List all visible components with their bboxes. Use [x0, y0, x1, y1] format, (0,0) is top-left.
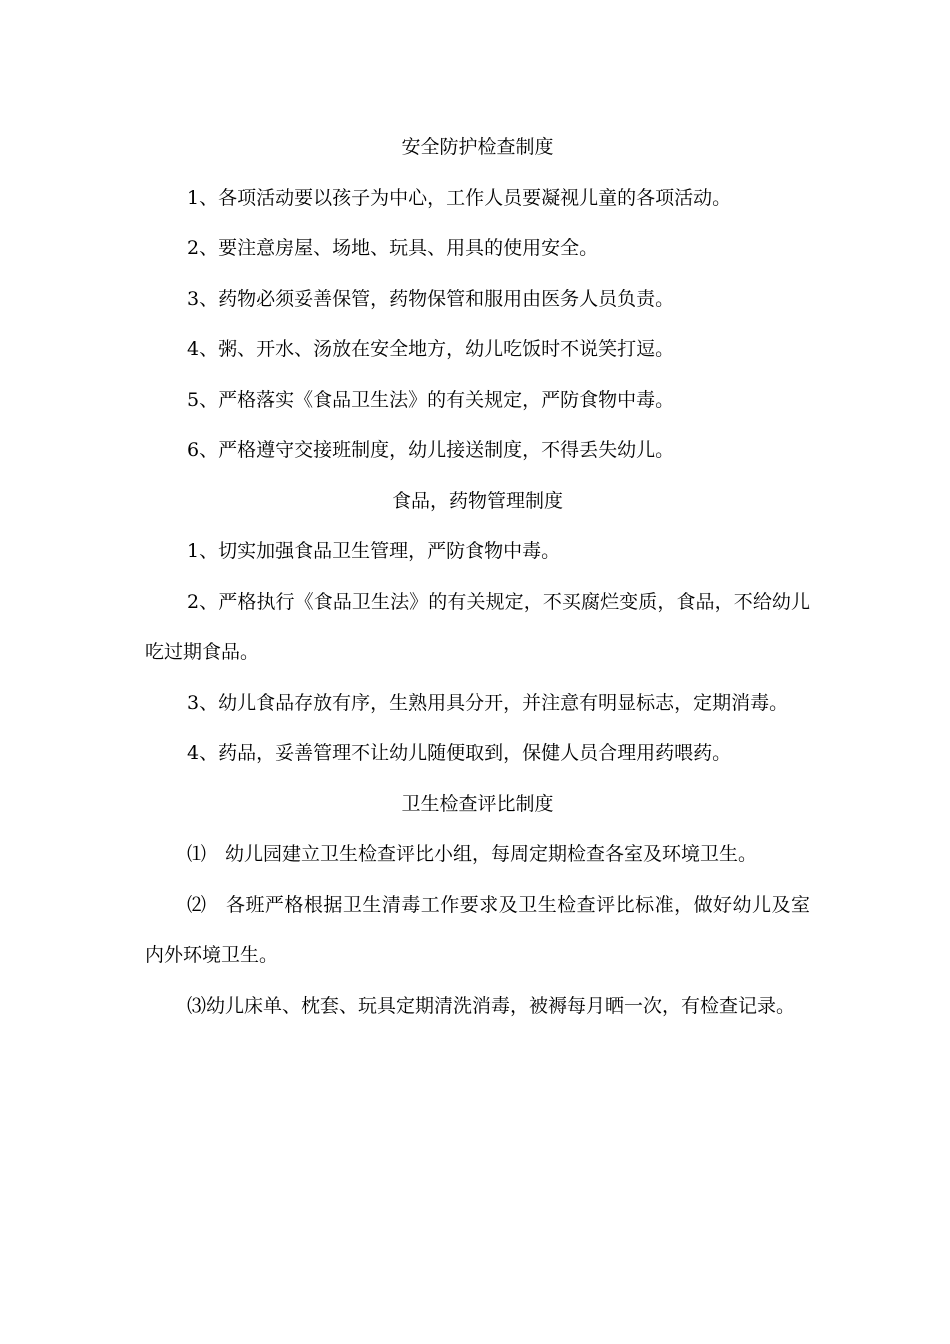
- list-item: 2、要注意房屋、场地、玩具、用具的使用安全。: [187, 237, 599, 259]
- list-item: 2、严格执行《食品卫生法》的有关规定，不买腐烂变质，食品，不给幼儿吃过期食品。: [145, 590, 810, 663]
- section-food-medicine-management: [145, 476, 810, 779]
- list-item: 4、药品，妥善管理不让幼儿随便取到，保健人员合理用药喂药。: [187, 742, 732, 764]
- section-heading: 食品，药物管理制度: [391, 489, 563, 512]
- list-item: 3、幼儿食品存放有序，生熟用具分开，并注意有明显标志，定期消毒。: [187, 691, 789, 714]
- list-item: 1、各项活动要以孩子为中心，工作人员要凝视儿童的各项活动。: [187, 186, 732, 209]
- section-safety-inspection: [145, 122, 810, 476]
- list-item: ⑴ 幼儿园建立卫生检查评比小组，每周定期检查各室及环境卫生。: [187, 843, 758, 865]
- list-item: 3、药物必须妥善保管，药物保管和服用由医务人员负责。: [187, 287, 675, 310]
- list-item: 6、严格遵守交接班制度，幼儿接送制度，不得丢失幼儿。: [187, 439, 675, 461]
- document-body: [145, 122, 810, 1031]
- list-item: ⑵ 各班严格根据卫生清毒工作要求及卫生检查评比标准，做好幼儿及室内外环境卫生。: [145, 893, 810, 966]
- section-hygiene-evaluation: [145, 779, 810, 1032]
- section-heading: 卫生检查评比制度: [401, 792, 554, 815]
- list-item: 4、粥、开水、汤放在安全地方，幼儿吃饭时不说笑打逗。: [187, 338, 675, 360]
- section-heading: 安全防护检查制度: [401, 136, 554, 158]
- list-item: ⑶幼儿床单、枕套、玩具定期清洗消毒，被褥每月晒一次，有检查记录。: [187, 994, 796, 1017]
- list-item: 1、切实加强食品卫生管理，严防食物中毒。: [187, 540, 561, 562]
- list-item: 5、严格落实《食品卫生法》的有关规定，严防食物中毒。: [187, 388, 675, 411]
